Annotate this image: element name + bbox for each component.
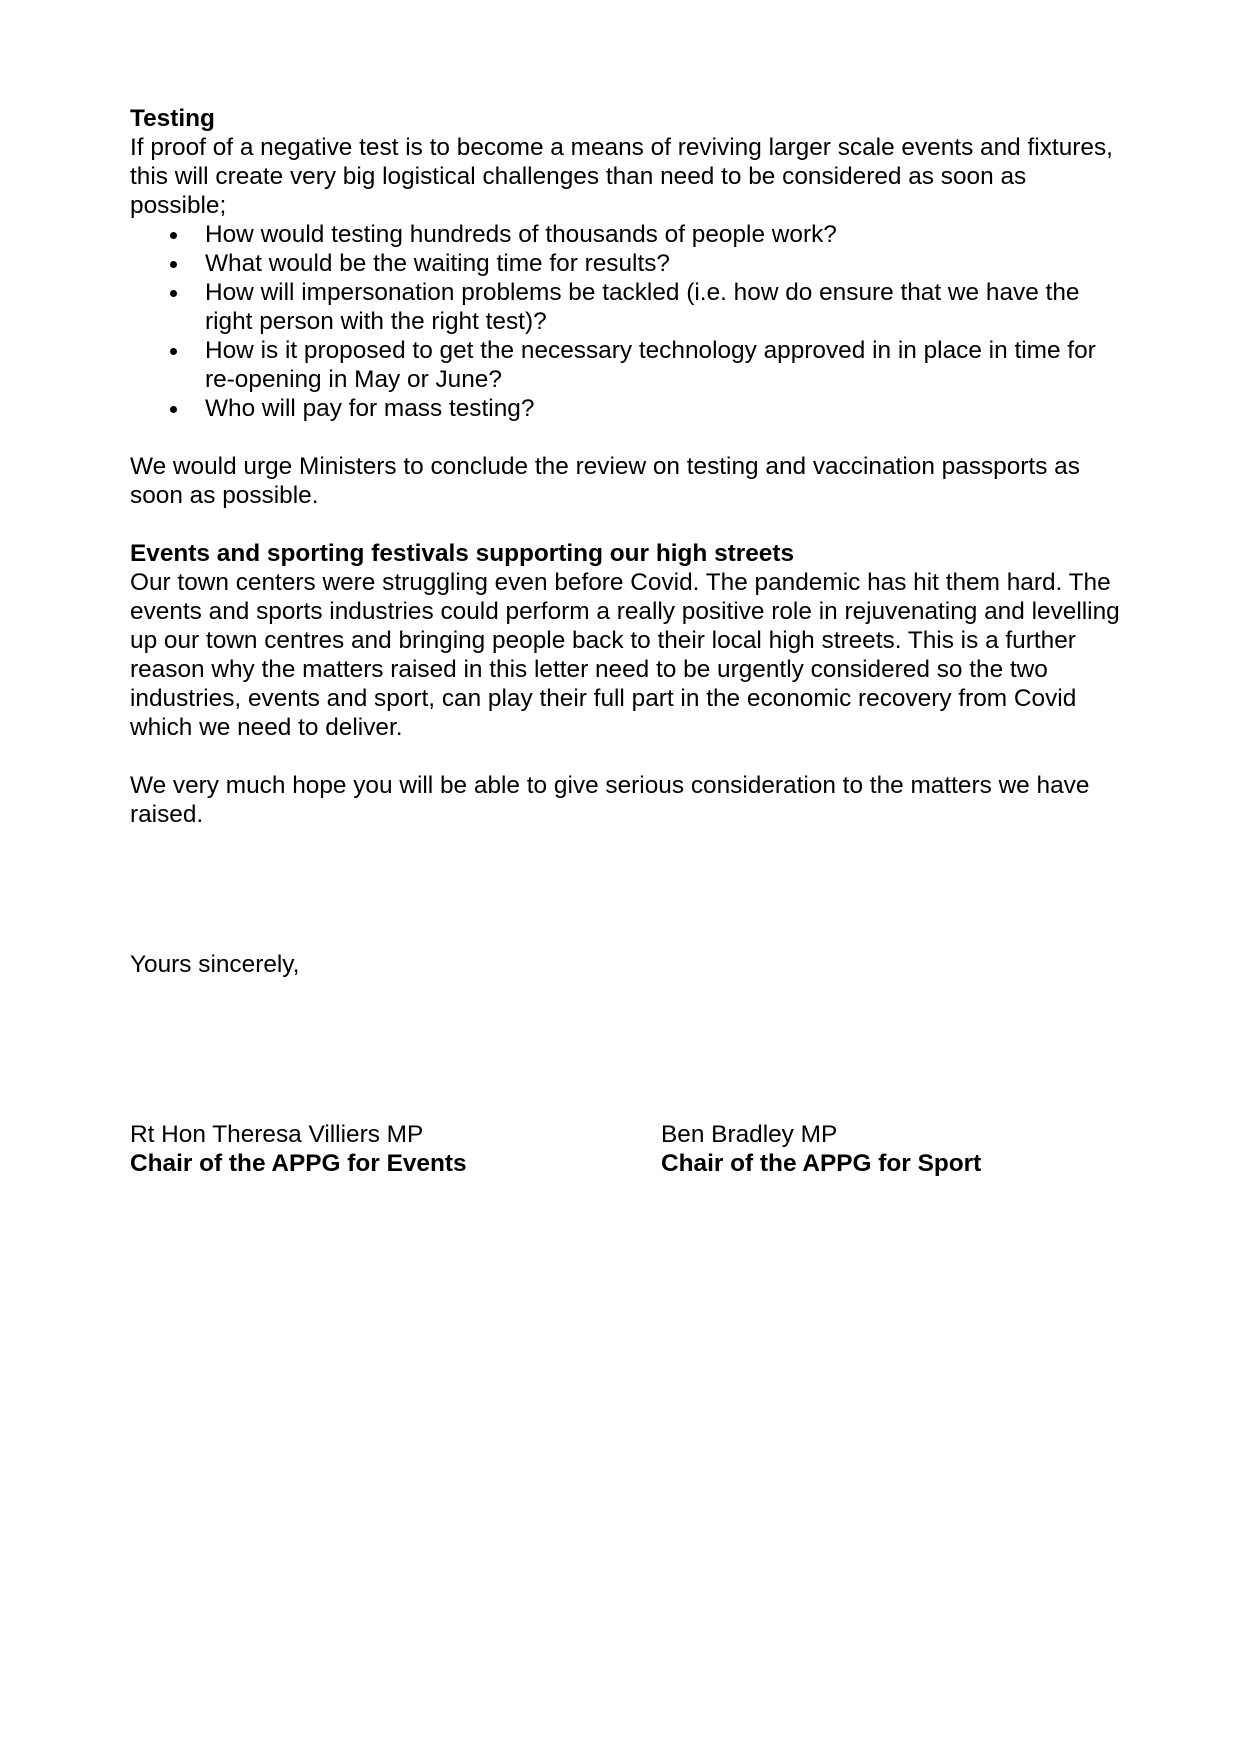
list-item-text: How is it proposed to get the necessary technology approved in in place in time for re-opening in May or June? xyxy=(205,337,1096,393)
signatory-name: Ben Bradley MP xyxy=(661,1121,838,1148)
testing-heading: Testing xyxy=(130,105,215,132)
list-item-text: How will impersonation problems be tackled (i.e. how do ensure that we have the right person with the right test)? xyxy=(205,279,1080,335)
spacer xyxy=(130,423,1120,452)
letter-body xyxy=(130,104,1120,829)
list-item-text: How would testing hundreds of thousands of people work? xyxy=(205,221,837,248)
list-item xyxy=(130,278,1120,336)
list-item-text: What would be the waiting time for results? xyxy=(205,250,670,277)
list-item xyxy=(130,220,1120,249)
testing-question-list xyxy=(130,220,1120,423)
signature-block-events xyxy=(130,1120,467,1178)
hope-paragraph: We very much hope you will be able to give serious consideration to the matters we have raised. xyxy=(130,772,1090,828)
signatory-title: Chair of the APPG for Sport xyxy=(661,1150,982,1177)
list-item xyxy=(130,394,1120,423)
list-item xyxy=(130,336,1120,394)
bullet-icon xyxy=(170,406,177,413)
list-item xyxy=(130,249,1120,278)
signatory-name: Rt Hon Theresa Villiers MP xyxy=(130,1121,424,1148)
signatory-title: Chair of the APPG for Events xyxy=(130,1150,467,1177)
bullet-icon xyxy=(170,232,177,239)
spacer xyxy=(130,510,1120,539)
bullet-icon xyxy=(170,348,177,355)
events-heading: Events and sporting festivals supporting our high streets xyxy=(130,540,795,567)
signature-block-sport xyxy=(661,1120,981,1178)
bullet-icon xyxy=(170,261,177,268)
bullet-icon xyxy=(170,290,177,297)
closing-salutation: Yours sincerely, xyxy=(130,951,300,978)
list-item-text: Who will pay for mass testing? xyxy=(205,395,535,422)
spacer xyxy=(130,742,1120,771)
testing-intro: If proof of a negative test is to become a means of reviving larger scale events and fixtures, this will create very big logistical challenges than need to be considered as soon as possible; xyxy=(130,134,1113,219)
testing-urge-paragraph: We would urge Ministers to conclude the review on testing and vaccination passports as soon as possible. xyxy=(130,453,1080,509)
events-paragraph: Our town centers were struggling even before Covid. The pandemic has hit them hard. The events and sports industries could perform a really positive role in rejuvenating and levelling up our town centres and bringing people back to their local high streets. This is a further reason why the matters raised in this letter need to be urgently considered so the two industries, events and sport, can play their full part in the economic recovery from Covid which we need to deliver. xyxy=(130,569,1120,741)
